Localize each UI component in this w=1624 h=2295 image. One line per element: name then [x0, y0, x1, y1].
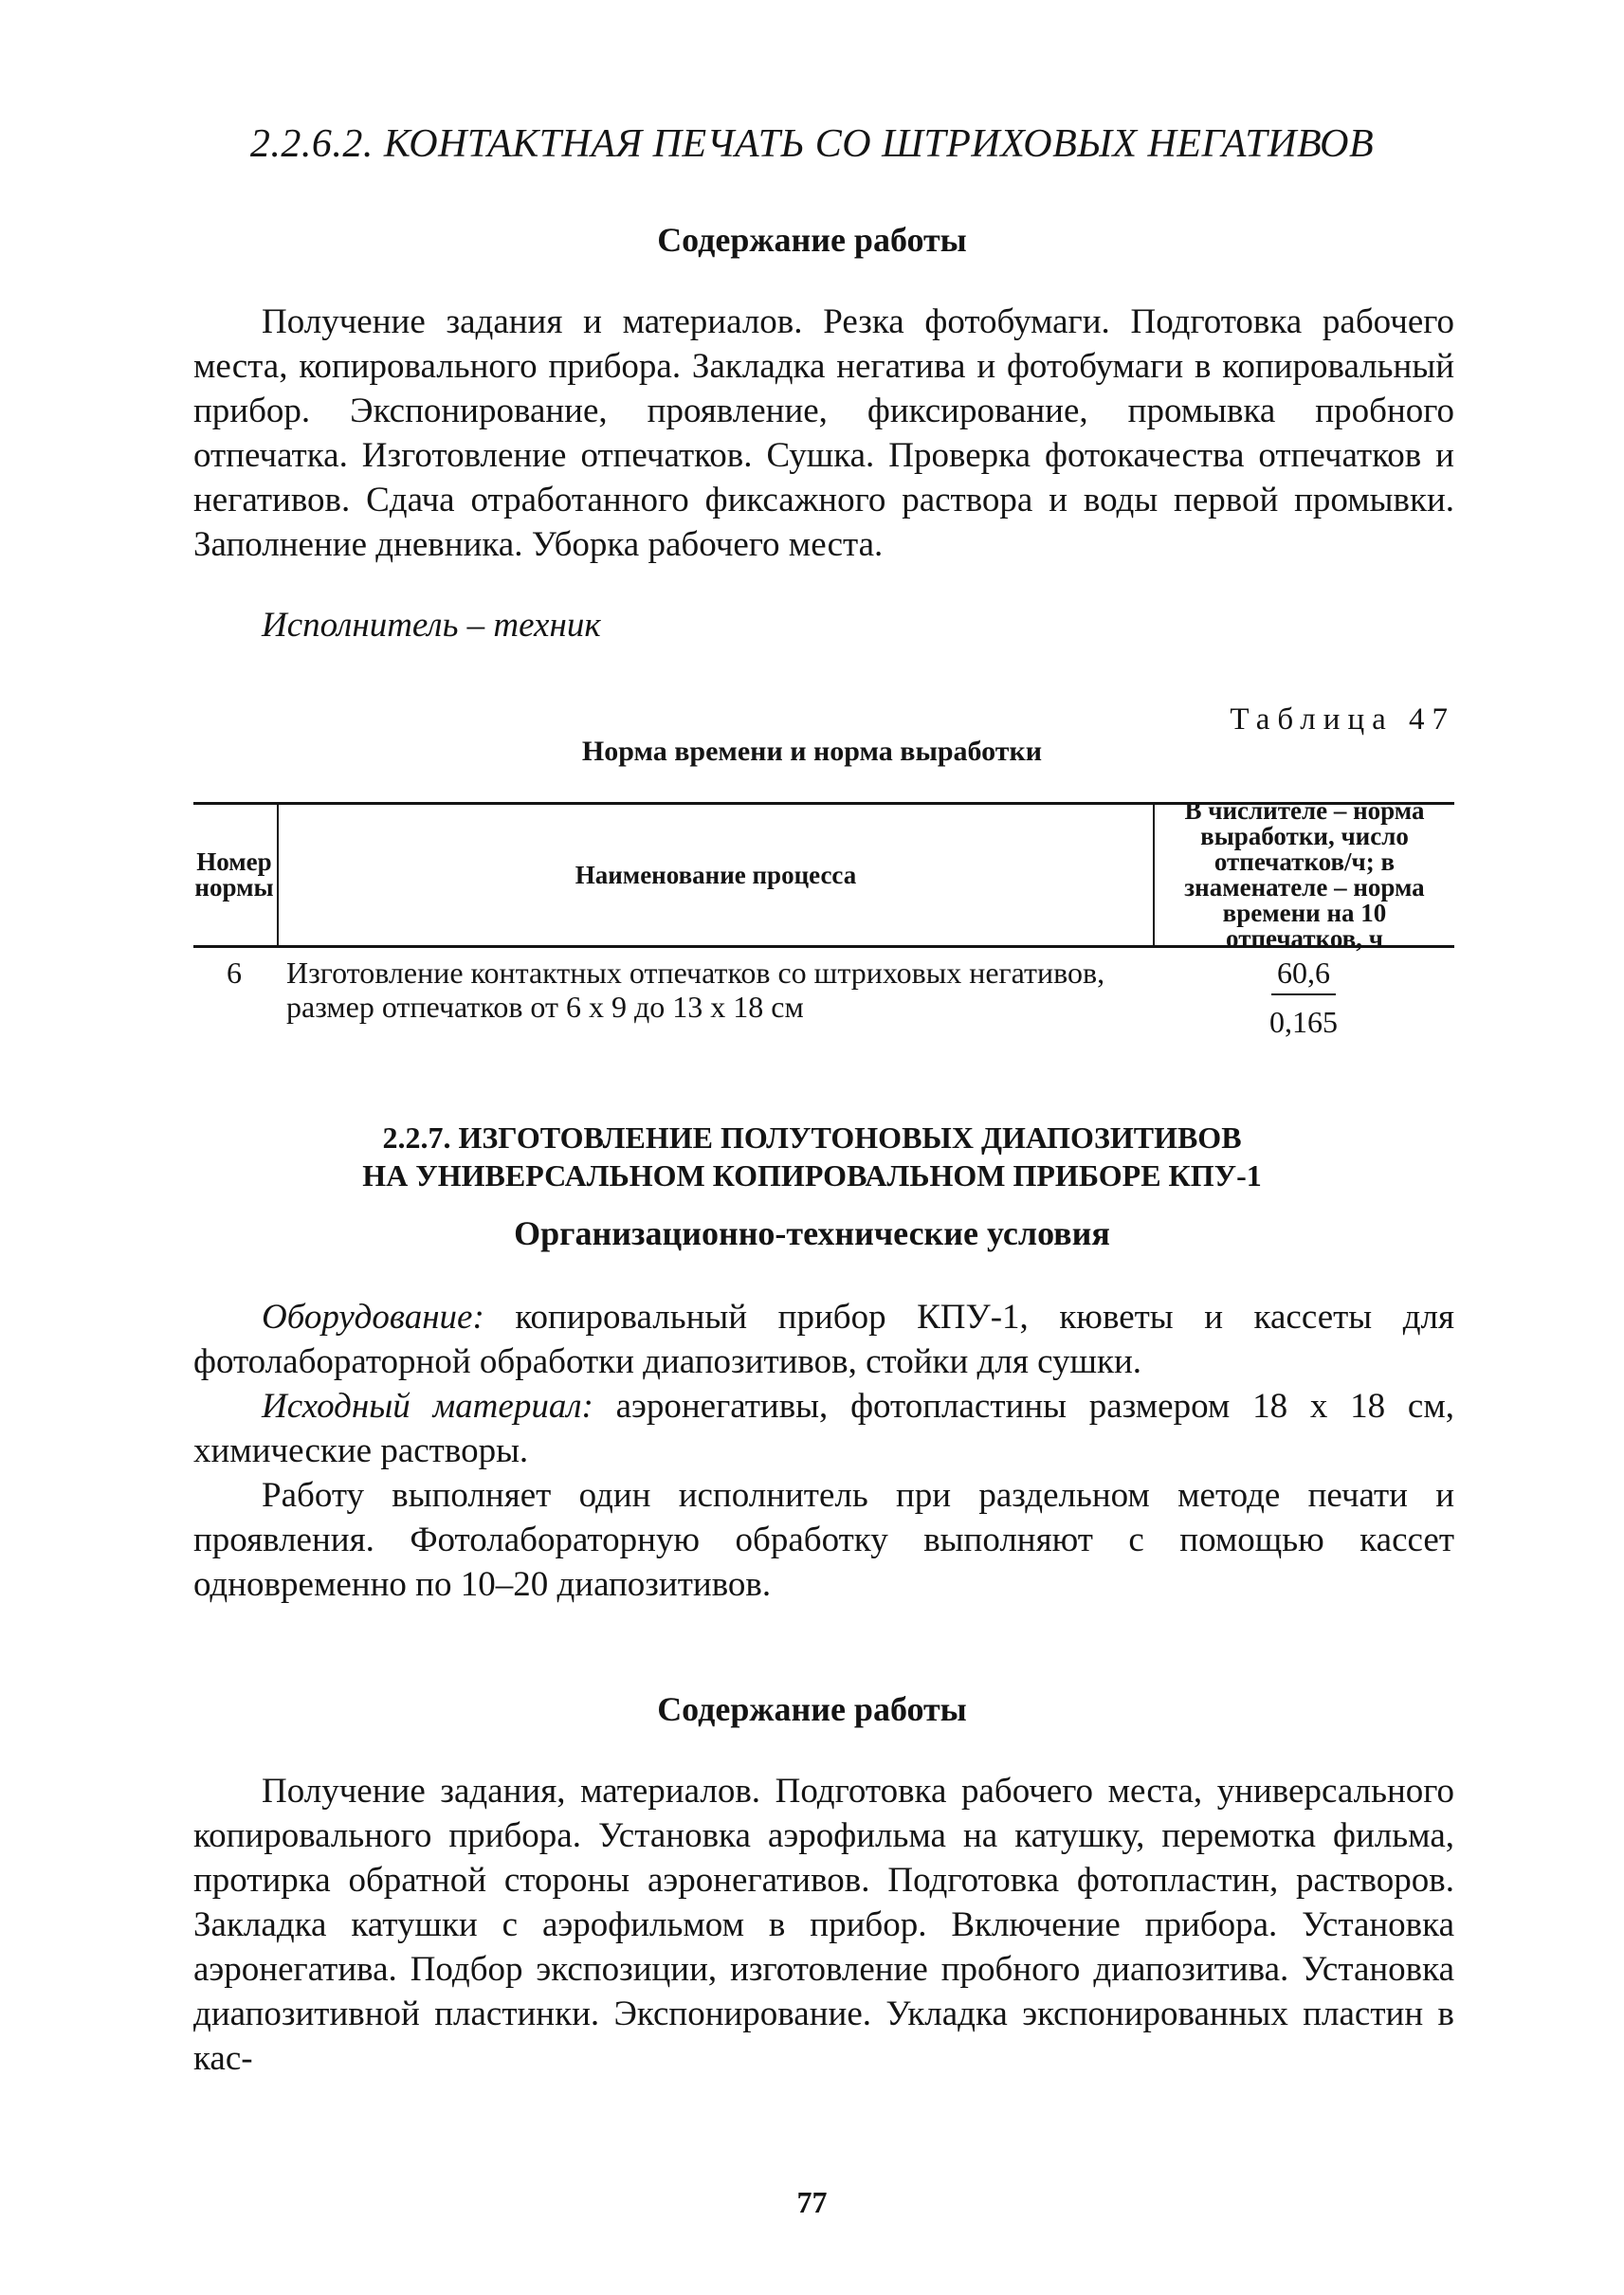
section-title-diapositives — [190, 1119, 1434, 1194]
row-norm-number: 6 — [227, 956, 242, 990]
content-heading-2: Содержание работы — [657, 1690, 967, 1728]
header-norm-values: В числителе – норма выработки, число отпечатков/ч; в знаменателе – норма времени на 10 отпечатков, ч — [1153, 805, 1454, 945]
page-number: 77 — [796, 2185, 828, 2219]
table-header — [193, 796, 1454, 953]
section-title-line-1: 2.2.7. ИЗГОТОВЛЕНИЕ ПОЛУТОНОВЫХ ДИАПОЗИТИВОВ — [382, 1120, 1242, 1155]
table-caption: Норма времени и норма выработки — [581, 736, 1043, 767]
performer-line: Исполнитель – техник — [262, 606, 601, 645]
row-process-name: Изготовление контактных отпечатков со штриховых негативов, размер отпечатков от 6 х 9 до 13 х 18 см — [286, 956, 1105, 1024]
header-norm-number: Номер нормы — [194, 847, 274, 902]
content-paragraph-1: Получение задания и материалов. Резка фотобумаги. Подготовка рабочего места, копировального прибора. Закладка негатива и фотобумаги в копировальный прибор. Экспонирование, проявление, фиксирование, промывка пробного отпечатка. Изготовление отпечатков. Сушка. Проверка фотокачества отпечатков и негативов. Сдача отработанного фиксажного раствора и воды первой промывки. Заполнение дневника. Уборка рабочего места. — [193, 302, 1454, 564]
material-paragraph — [193, 1384, 1454, 1473]
material-text: аэронегативы, фотопластины размером 18 х 18 см, химические растворы. — [193, 1387, 1455, 1470]
equipment-label: Оборудование: — [262, 1298, 484, 1337]
method-paragraph: Работу выполняет один исполнитель при раздельном методе печати и проявления. Фотолабораторную обработку выполняют с помощью кассет одновременно по 10–20 диапозитивов. — [193, 1476, 1454, 1604]
table-row — [193, 948, 1454, 1071]
content-paragraph-2: Получение задания, материалов. Подготовка рабочего места, универсального копировального прибора. Установка аэрофильма на катушку, перемотка фильма, протирка обратной стороны аэронегативов. Подготовка фотопластин, растворов. Закладка катушки с аэрофильмом в прибор. Включение прибора. Установка аэронегатива. Подбор экспозиции, изготовление пробного диапозитива. Установка диапозитивной пластинки. Экспонирование. Укладка экспонированных пластин в кас- — [193, 1772, 1454, 2078]
section-title-line-2: НА УНИВЕРСАЛЬНОМ КОПИРОВАЛЬНОМ ПРИБОРЕ КПУ-1 — [362, 1158, 1262, 1193]
header-process-name: Наименование процесса — [277, 805, 1153, 945]
section-title-contact-print: 2.2.6.2. КОНТАКТНАЯ ПЕЧАТЬ СО ШТРИХОВЫХ НЕГАТИВОВ — [249, 122, 1375, 166]
row-norm-fraction — [1153, 956, 1454, 1039]
material-label: Исходный материал: — [262, 1387, 593, 1426]
norm-denominator: 0,165 — [1269, 1005, 1338, 1039]
equipment-paragraph — [193, 1295, 1454, 1384]
content-heading-1: Содержание работы — [657, 221, 967, 259]
equipment-text: копировальный прибор КПУ-1, кюветы и кассеты для фотолабораторной обработки диапозитивов, стойки для сушки. — [193, 1298, 1455, 1381]
table-label: Таблица 47 — [1230, 702, 1455, 737]
conditions-heading: Организационно-технические условия — [514, 1214, 1110, 1252]
norm-numerator: 60,6 — [1271, 956, 1336, 995]
norm-table — [193, 796, 1454, 1071]
